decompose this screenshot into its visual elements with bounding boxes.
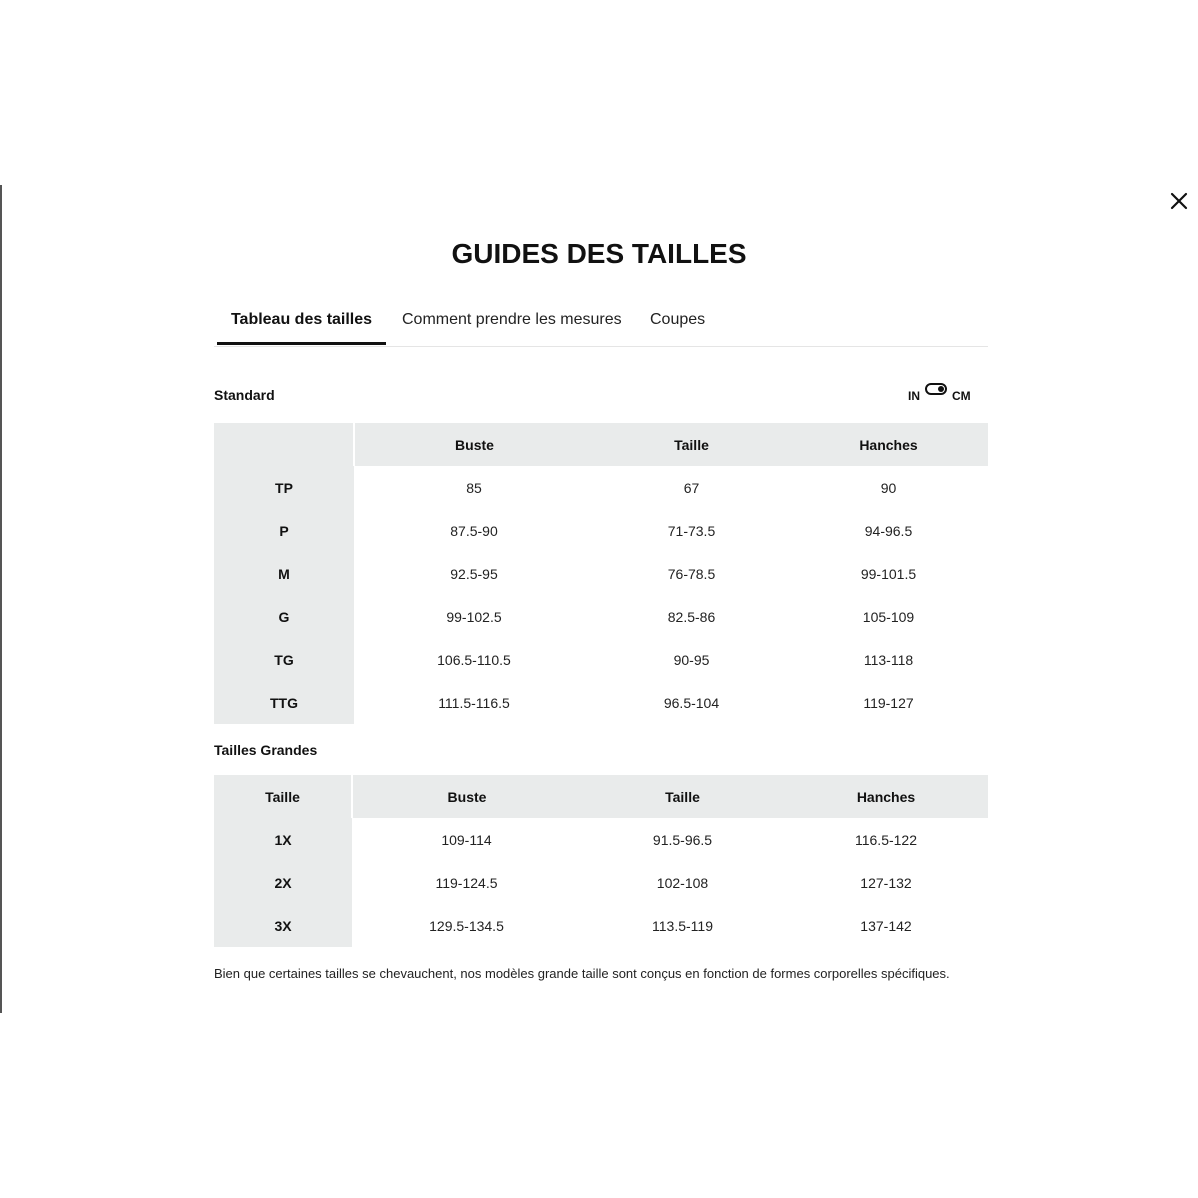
row-size: TTG xyxy=(214,681,354,724)
plus-size-table xyxy=(214,775,988,947)
table-row xyxy=(214,818,988,861)
standard-size-table xyxy=(214,423,988,724)
tab-how-to-measure[interactable]: Comment prendre les mesures xyxy=(402,311,622,328)
column-header-hanches: Hanches xyxy=(784,775,988,818)
row-size: 1X xyxy=(214,818,352,861)
cell-buste: 92.5-95 xyxy=(354,552,594,595)
table-header-row xyxy=(214,775,988,818)
table-header-row xyxy=(214,423,988,466)
cell-buste: 87.5-90 xyxy=(354,509,594,552)
cell-buste: 106.5-110.5 xyxy=(354,638,594,681)
table-row xyxy=(214,904,988,947)
cell-hanches: 137-142 xyxy=(784,904,988,947)
cell-hanches: 127-132 xyxy=(784,861,988,904)
cell-taille: 76-78.5 xyxy=(594,552,789,595)
unit-toggle xyxy=(906,380,976,408)
section-label-tailles-grandes: Tailles Grandes xyxy=(214,742,318,758)
column-header-empty xyxy=(214,423,354,466)
cell-buste: 99-102.5 xyxy=(354,595,594,638)
cell-hanches: 99-101.5 xyxy=(789,552,988,595)
section-label-standard: Standard xyxy=(214,387,275,403)
table-row xyxy=(214,466,988,509)
cell-taille: 102-108 xyxy=(581,861,784,904)
cell-hanches: 90 xyxy=(789,466,988,509)
close-button[interactable] xyxy=(1166,188,1192,214)
table-row xyxy=(214,509,988,552)
cell-taille: 67 xyxy=(594,466,789,509)
cell-taille: 91.5-96.5 xyxy=(581,818,784,861)
row-size: M xyxy=(214,552,354,595)
column-header-taille: Taille xyxy=(594,423,789,466)
cell-hanches: 119-127 xyxy=(789,681,988,724)
toggle-knob xyxy=(938,386,944,392)
row-size: 2X xyxy=(214,861,352,904)
row-size: P xyxy=(214,509,354,552)
column-header-size: Taille xyxy=(214,775,352,818)
table-row xyxy=(214,638,988,681)
column-header-taille: Taille xyxy=(581,775,784,818)
column-header-buste: Buste xyxy=(354,423,594,466)
cell-buste: 109-114 xyxy=(352,818,581,861)
cell-taille: 113.5-119 xyxy=(581,904,784,947)
cell-hanches: 94-96.5 xyxy=(789,509,988,552)
cell-buste: 111.5-116.5 xyxy=(354,681,594,724)
cell-taille: 90-95 xyxy=(594,638,789,681)
table-row xyxy=(214,595,988,638)
table-row xyxy=(214,861,988,904)
cell-taille: 96.5-104 xyxy=(594,681,789,724)
table-row xyxy=(214,552,988,595)
row-size: TP xyxy=(214,466,354,509)
cell-buste: 119-124.5 xyxy=(352,861,581,904)
row-size: TG xyxy=(214,638,354,681)
cell-taille: 71-73.5 xyxy=(594,509,789,552)
row-size: 3X xyxy=(214,904,352,947)
tab-size-chart[interactable]: Tableau des tailles xyxy=(217,300,386,345)
page-title: GUIDES DES TAILLES xyxy=(451,238,747,269)
cell-buste: 85 xyxy=(354,466,594,509)
table-row xyxy=(214,681,988,724)
column-header-buste: Buste xyxy=(352,775,581,818)
unit-in-label[interactable]: IN xyxy=(908,389,920,403)
column-header-hanches: Hanches xyxy=(789,423,988,466)
unit-toggle-switch[interactable] xyxy=(925,383,947,395)
cell-hanches: 116.5-122 xyxy=(784,818,988,861)
close-icon xyxy=(1166,188,1192,214)
unit-cm-label[interactable]: CM xyxy=(952,389,971,403)
tab-fits[interactable]: Coupes xyxy=(650,311,706,328)
tab-bar xyxy=(214,300,988,347)
cell-taille: 82.5-86 xyxy=(594,595,789,638)
cell-hanches: 105-109 xyxy=(789,595,988,638)
footnote: Bien que certaines tailles se chevauchent, nos modèles grande taille sont conçus en fonction de formes corporelles spécifiques. xyxy=(214,966,950,981)
row-size: G xyxy=(214,595,354,638)
cell-buste: 129.5-134.5 xyxy=(352,904,581,947)
modal-left-edge xyxy=(0,185,2,1013)
cell-hanches: 113-118 xyxy=(789,638,988,681)
